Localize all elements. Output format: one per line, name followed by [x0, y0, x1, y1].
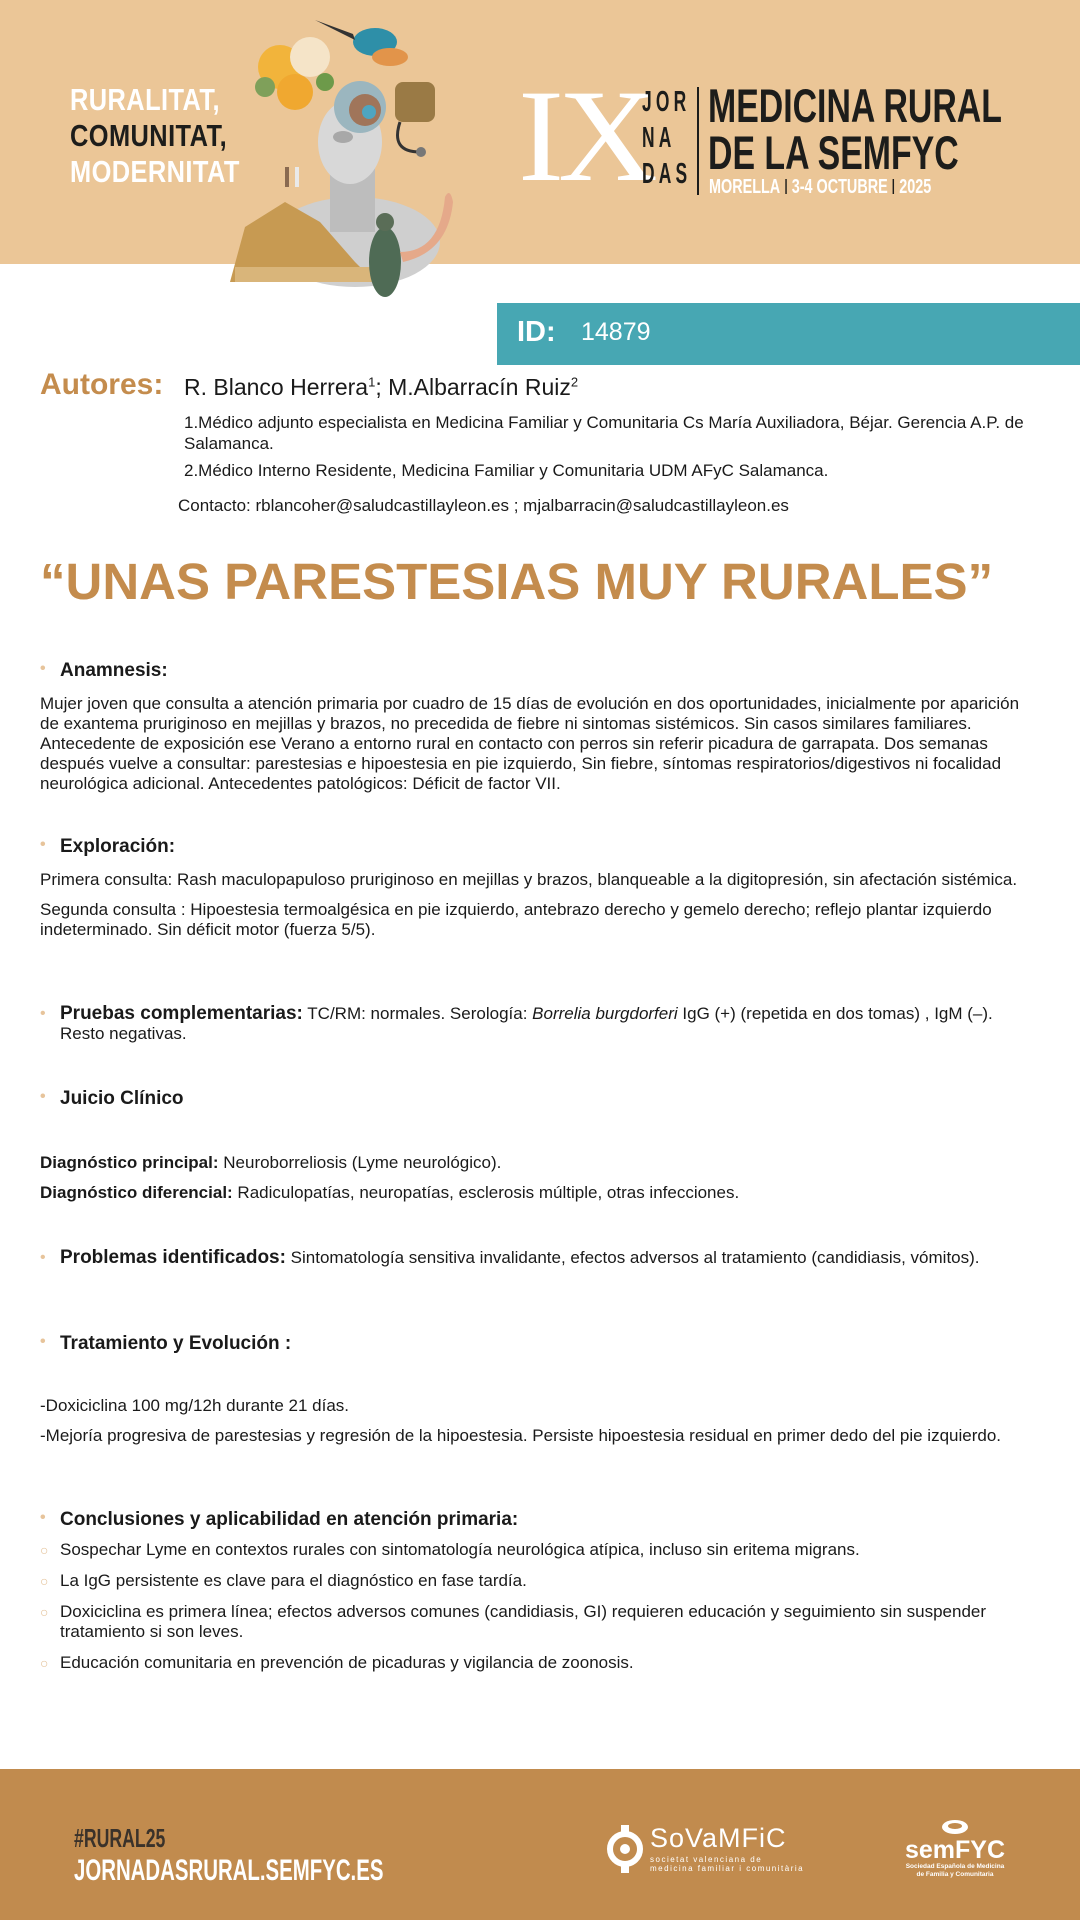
list-item: ○ Educación comunitaria en prevención de picaduras y vigilancia de zoonosis. — [40, 1653, 634, 1672]
bullet-icon: • — [40, 1509, 46, 1526]
contact-emails[interactable]: Contacto: rblancoher@saludcastillayleon.es ; mjalbarracin@saludcastillayleon.es — [178, 496, 789, 515]
sovamfic-subtitle: societat valenciana de medicina familiar i comunitària — [650, 1855, 805, 1873]
divider — [785, 179, 786, 194]
author-affiliation-ref: 2 — [570, 374, 579, 390]
sovamfic-logo — [606, 1823, 805, 1875]
circle-bullet-icon: ○ — [40, 1542, 49, 1558]
section-heading: • Problemas identificados: Sintomatología sensitiva invalidante, efectos adversos al tratamiento (candidiasis, vómitos). — [40, 1247, 980, 1268]
divider — [893, 179, 894, 194]
list-item: ○ Doxiciclina es primera línea; efectos adversos comunes (candidiasis, GI) requieren educación y seguimiento sin suspender tratamiento si son leves. — [40, 1602, 987, 1641]
event-year: 2025 — [899, 176, 932, 198]
section-anamnesis — [40, 660, 1040, 794]
conclusions-list — [40, 1540, 1040, 1673]
circle-bullet-icon: ○ — [40, 1573, 49, 1589]
jornadas-label: JOR NA DAS — [642, 86, 692, 190]
section-heading: • Exploración: — [40, 836, 176, 857]
authors-label: Autores: — [40, 368, 164, 401]
poster-title: “UNAS PARESTESIAS MUY RURALES” — [40, 553, 994, 610]
bullet-icon: • — [40, 1333, 46, 1350]
section-heading: • Conclusiones y aplicabilidad en atención primaria: — [40, 1509, 519, 1530]
bullet-icon: • — [40, 1005, 46, 1022]
event-title: MEDICINA RURAL DE LA SEMFYC — [708, 79, 1002, 179]
affiliation: 1.Médico adjunto especialista en Medicina Familiar y Comunitaria Cs María Auxiliadora, Béjar. Gerencia A.P. de Salamanca. — [184, 413, 1024, 453]
circle-bullet-icon: ○ — [40, 1655, 49, 1671]
diagnosis-principal: Diagnóstico principal: Neuroborreliosis (Lyme neurológico). — [40, 1153, 502, 1172]
bullet-icon: • — [40, 660, 46, 677]
website-link[interactable]: JORNADASRURAL.SEMFYC.ES — [74, 1854, 384, 1887]
sovamfic-name: SoVaMFiC — [650, 1823, 787, 1853]
section-heading: • Tratamiento y Evolución : — [40, 1333, 292, 1354]
section-pruebas — [40, 1004, 1040, 1044]
diagnosis-differential: Diagnóstico diferencial: Radiculopatías, neuropatías, esclerosis múltiple, otras infecciones. — [40, 1183, 740, 1202]
hashtag: #RURAL25 — [74, 1823, 166, 1853]
footer — [0, 1769, 1080, 1920]
section-text: Mujer joven que consulta a atención primaria por cuadro de 15 días de evolución en dos oportunidades, inicialmente por aparición de exantema pruriginoso en mejillas y brazos, no precedida de fiebre ni sintomas sistémicos. Sin casos similares familiares. Antecedente de exposición ese Verano a entorno rural en contacto con perros sin referir picadura de garrapata. Dos semanas después vuelve a consultar: parestesias e hipoestesia en pie izquierdo, Sin fiebre, síntomas respiratorios/digestivos ni focalidad neurológica adicional. Antecedentes patológicos: Déficit de factor VII. — [40, 694, 1020, 793]
section-paragraph: Primera consulta: Rash maculopapuloso pruriginoso en mejillas y brazos, blanqueable a la digitopresión, sin afectación sistémica. — [40, 870, 1018, 889]
bullet-icon: • — [40, 1088, 46, 1105]
sovamfic-logo-icon — [606, 1825, 644, 1873]
section-tratamiento — [40, 1333, 1040, 1446]
event-subtitle — [709, 176, 931, 198]
collage-illustration — [225, 12, 485, 307]
section-paragraph: -Mejoría progresiva de parestesias y regresión de la hipoestesia. Persiste hipoestesia residual en primer dedo del pie izquierdo. — [40, 1426, 1002, 1445]
semfyc-emblem-icon — [941, 1819, 969, 1835]
author-name: R. Blanco Herrera — [184, 374, 369, 400]
id-value: 14879 — [581, 318, 651, 346]
tagline-line: COMUNITAT, — [70, 118, 228, 153]
semfyc-subtitle: Sociedad Española de Medicina de Familia y Comunitaria — [905, 1863, 1005, 1878]
authors-names: R. Blanco Herrera$^1$; M.Albarracín Ruiz$^2$ — [184, 374, 579, 400]
header-banner — [0, 0, 1080, 264]
semfyc-logo — [895, 1819, 1015, 1889]
affiliation: 2.Médico Interno Residente, Medicina Familiar y Comunitaria UDM AFyC Salamanca. — [184, 461, 829, 480]
section-heading: • Anamnesis: — [40, 660, 168, 681]
list-item: ○ La IgG persistente es clave para el diagnóstico en fase tardía. — [40, 1571, 527, 1590]
list-item: ○ Sospechar Lyme en contextos rurales con sintomatología neurológica atípica, incluso sin eritema migrans. — [40, 1540, 860, 1559]
id-bar — [497, 303, 1080, 365]
section-heading: • Pruebas complementarias: TC/RM: normales. Serología: Borrelia burgdorferi IgG (+) (repetida en dos tomas) , IgM (–). Resto negativas. — [40, 1003, 993, 1043]
organism-name: Borrelia burgdorferi — [532, 1004, 678, 1023]
event-place: MORELLA — [709, 176, 781, 198]
section-juicio — [40, 1088, 1040, 1203]
section-exploracion — [40, 836, 1040, 940]
section-problemas — [40, 1248, 1040, 1268]
section-heading: • Juicio Clínico — [40, 1088, 184, 1109]
author-name: M.Albarracín Ruiz — [388, 374, 571, 400]
divider — [697, 87, 699, 195]
circle-bullet-icon: ○ — [40, 1604, 49, 1620]
semfyc-name: semFYC — [904, 1836, 1006, 1864]
id-label: ID: — [517, 316, 556, 348]
tagline-line: RURALITAT, — [70, 82, 221, 117]
section-paragraph: Segunda consulta : Hipoestesia termoalgésica en pie izquierdo, antebrazo derecho y gemelo derecho; reflejo plantar izquierdo indeterminado. Sin déficit motor (fuerza 5/5). — [40, 900, 992, 939]
author-affiliation-ref: 1 — [368, 374, 376, 390]
tagline-line: MODERNITAT — [70, 154, 240, 189]
bullet-icon: • — [40, 1249, 46, 1266]
section-paragraph: -Doxiciclina 100 mg/12h durante 21 días. — [40, 1396, 350, 1415]
event-dates: 3-4 OCTUBRE — [791, 176, 888, 198]
bullet-icon: • — [40, 836, 46, 853]
section-conclusiones — [40, 1509, 1040, 1684]
edition-numeral: IX — [518, 62, 652, 209]
tagline — [70, 82, 240, 190]
